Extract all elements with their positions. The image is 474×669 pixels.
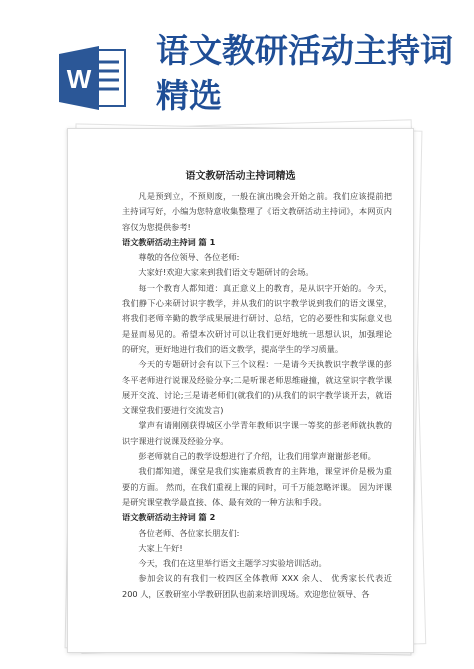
word-icon-letter: W (66, 64, 92, 94)
paragraph: 大家好!欢迎大家来到我们语文专题研讨的会场。 (138, 267, 314, 278)
paragraph: 今天，我们在这里举行语文主题学习实验培训活动。 (138, 558, 327, 569)
paragraph: 今天的专题研讨会有以下三个议程：一是请今天执教识字教学课的彭冬平老师进行说课及经验分享;二是听课老师思维碰撞，就这堂识字教学课展开交流、讨论;三是请老师们(就我们的)从我们的识字教学谈开去，就语文课堂我们要进行交流发言) (122, 359, 392, 416)
section-heading: 语文教研活动主持词 篇 2 (122, 512, 216, 523)
paragraph: 我们都知道，课堂是我们实施素质教育的主阵地，课堂评价是极为重要的方面。 然而，在我们重视上课的同时，可千万能忽略评课。 因为评课是研究课堂教学最直接、体、最有效的一种方法和手段。 (122, 466, 392, 507)
paragraph: 彭老师就自己的教学设想进行了介绍，让我们用掌声谢谢彭老师。 (138, 451, 376, 462)
paragraph: 参加会议的有我们一校四区全体教师 XXX 余人、 优秀家长代表近 200 人，区教研室小学教研团队也前来培训现场。欢迎您位领导、各 (122, 573, 392, 599)
section-heading: 语文教研活动主持词 篇 1 (122, 236, 216, 247)
banner-title: 语文教研活动主持词精选 (156, 31, 453, 115)
word-document-icon (57, 44, 129, 112)
paragraph: 尊敬的各位领导、各位老师: (138, 252, 240, 263)
document-title: 语文教研活动主持词精选 (185, 171, 296, 182)
paragraph: 每一个教育人都知道：真正意义上的教育，是从识字开始的。今天，我们静下心来研讨识字教学，并从我们的识字教学说到我们的语文课堂，将我们老师辛勤的教学成果展进行研讨、总结，它的必要性和实际意义也是显而易见的。希望本次研讨可以让我们更好地统一思想认识，加强理论的研究，更好地进行我们的语文教学，提高学生的学习质量。 (122, 282, 392, 354)
paragraph: 掌声有请刚刚获得城区小学青年教师识字课一等奖的彭老师就执教的识字课进行说课及经验分享。 (122, 420, 392, 446)
document-body (122, 189, 392, 602)
paragraph: 凡是预到立，不预则废，一般在演出晚会开始之前。我们应该提前把主持词写好，小编为您特意收集整理了《语文教研活动主持词》，本网页内容仅为您提供参考! (122, 191, 392, 232)
paragraph: 大家上午好! (138, 542, 183, 553)
document-page (67, 128, 414, 653)
paragraph: 各位老师、各位家长朋友们: (138, 527, 240, 538)
